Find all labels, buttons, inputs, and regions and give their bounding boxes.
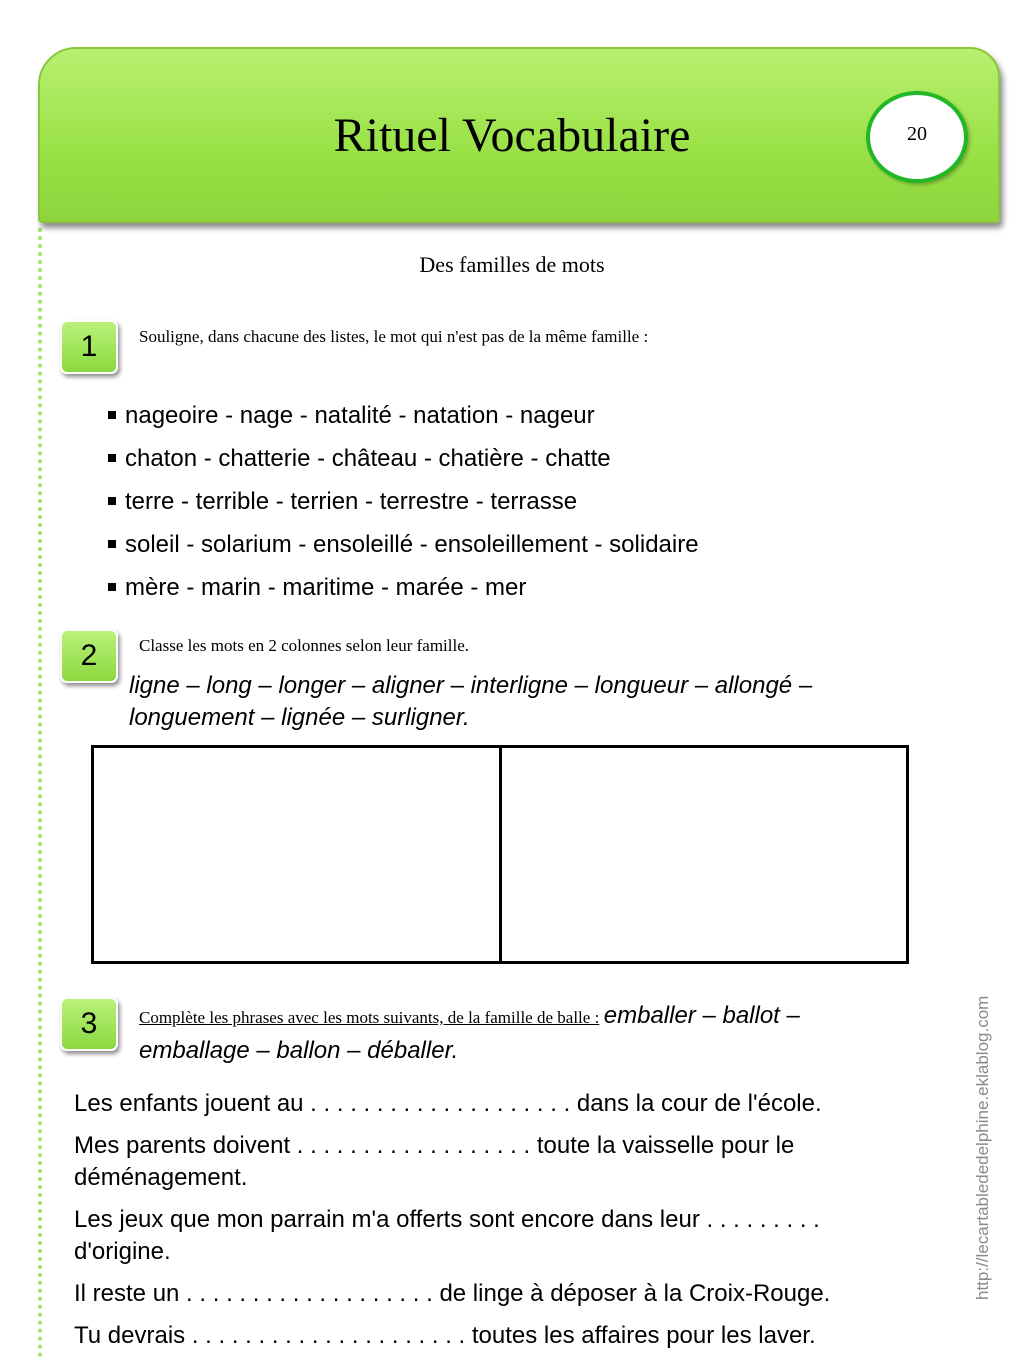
fill-in-sentence[interactable]: Les enfants jouent au . . . . . . . . . . . . . . . . . . . . dans la cour de l'école. bbox=[74, 1090, 822, 1117]
square-bullet-icon bbox=[108, 411, 116, 419]
fill-in-sentence[interactable]: Les jeux que mon parrain m'a offerts sont encore dans leur . . . . . . . . . d'origine. bbox=[74, 1206, 820, 1265]
list-item-text: soleil - solarium - ensoleillé - ensoleillement - solidaire bbox=[125, 531, 699, 558]
exercise-1-instruction: Souligne, dans chacune des listes, le mot qui n'est pas de la même famille : bbox=[139, 327, 649, 346]
sorting-column-right[interactable] bbox=[499, 748, 907, 961]
page-title: Rituel Vocabulaire bbox=[333, 109, 691, 162]
fill-in-sentence[interactable]: Mes parents doivent . . . . . . . . . . . . . . . . . . toute la vaisselle pour le déménagement. bbox=[74, 1132, 795, 1191]
exercise-2-word-list: ligne – long – longer – aligner – interligne – longueur – allongé – longuement – lignée – surligner. bbox=[129, 672, 813, 731]
sorting-column-left[interactable] bbox=[94, 748, 499, 961]
exercise-2-instruction: Classe les mots en 2 colonnes selon leur famille. bbox=[139, 636, 470, 655]
list-item-text: chaton - chatterie - château - chatière - chatte bbox=[125, 445, 611, 472]
exercise-3-sentences bbox=[74, 1088, 914, 1362]
sorting-table bbox=[91, 745, 909, 964]
list-item-text: nageoire - nage - natalité - natation - nageur bbox=[125, 402, 595, 429]
list-item[interactable] bbox=[108, 572, 699, 615]
fill-in-sentence[interactable]: Tu devrais . . . . . . . . . . . . . . . . . . . . . toutes les affaires pour les laver. bbox=[74, 1322, 816, 1349]
list-item[interactable] bbox=[108, 486, 699, 529]
dotted-margin-rule bbox=[38, 228, 42, 1358]
worksheet-subtitle: Des familles de mots bbox=[419, 252, 605, 277]
square-bullet-icon bbox=[108, 454, 116, 462]
list-item[interactable] bbox=[108, 443, 699, 486]
exercise-3-badge: 3 bbox=[60, 997, 118, 1051]
exercise-3-word-list: emballer – ballot – emballage – ballon – déballer. bbox=[139, 1002, 800, 1064]
exercise-2-badge: 2 bbox=[60, 629, 118, 683]
page-number: 20 bbox=[907, 123, 927, 145]
square-bullet-icon bbox=[108, 497, 116, 505]
exercise-1-badge: 1 bbox=[60, 320, 118, 374]
square-bullet-icon bbox=[108, 583, 116, 591]
list-item-text: mère - marin - maritime - marée - mer bbox=[125, 574, 527, 601]
fill-in-sentence[interactable]: Il reste un . . . . . . . . . . . . . . . . . . . de linge à déposer à la Croix-Rouge. bbox=[74, 1280, 831, 1307]
exercise-3-instruction-text: Complète les phrases avec les mots suivants, de la famille de balle : bbox=[139, 1008, 600, 1027]
square-bullet-icon bbox=[108, 540, 116, 548]
list-item[interactable] bbox=[108, 529, 699, 572]
source-url: http://lecartablededelphine.eklablog.com bbox=[973, 995, 992, 1300]
exercise-1-word-lists bbox=[108, 400, 699, 615]
exercise-3-instruction bbox=[139, 1000, 909, 1070]
list-item-text: terre - terrible - terrien - terrestre - terrasse bbox=[125, 488, 578, 515]
page-number-badge bbox=[866, 91, 968, 183]
list-item[interactable] bbox=[108, 400, 699, 443]
